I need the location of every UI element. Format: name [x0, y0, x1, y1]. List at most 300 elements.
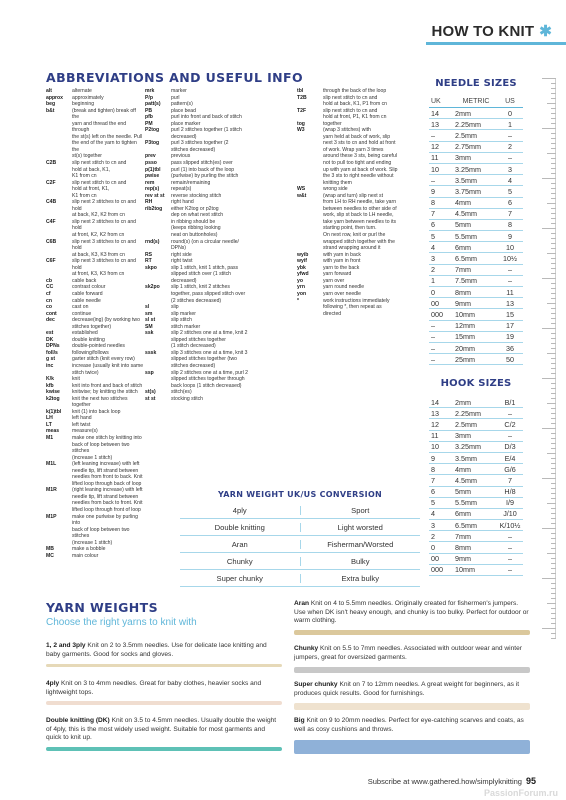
abbreviation-definition: wrapped stitch together with the: [323, 238, 395, 245]
ruler-tick: [542, 278, 556, 279]
ruler-tick: [551, 313, 556, 314]
ruler-tick: [551, 348, 556, 349]
hook-sizes-table: [429, 397, 523, 576]
conversion-row: [180, 553, 420, 570]
yarn-weight-item: [294, 681, 530, 698]
hook-sizes-title: HOOK SIZES: [440, 378, 512, 389]
ruler-tick: [542, 228, 556, 229]
yarn-weight-text: Knit on 7 to 12mm needles. A great weight for beginners, as it produces quick results. Good for furnishings.: [294, 681, 520, 697]
abbreviation-term: pfb: [145, 114, 153, 121]
uk-weight: Double knitting: [180, 523, 301, 532]
needle-size-cell: –: [508, 276, 512, 286]
abbreviation-definition: (2 stitches decreased): [171, 297, 222, 304]
abbreviation-definition: slip next stitch to cn and: [323, 94, 378, 101]
abbreviation-definition: decreased): [171, 133, 197, 140]
abbreviation-definition: double knitting: [72, 336, 105, 343]
abbreviation-definition: yarn round needle: [323, 284, 365, 291]
yarn-strand: [46, 664, 282, 667]
abbreviation-definition: stitch marker: [171, 323, 201, 330]
abbreviation-term: dec: [46, 317, 55, 324]
hook-size-cell: 14: [431, 397, 439, 407]
ruler-tick: [551, 218, 556, 219]
abbreviation-definition: garter stitch (knit every row): [72, 356, 135, 363]
hook-size-row: [429, 419, 523, 430]
yarn-weights-title: YARN WEIGHTS: [46, 600, 158, 615]
ruler-tick: [551, 333, 556, 334]
needle-size-cell: 2.75mm: [455, 142, 481, 152]
abbreviation-term: sssk: [145, 349, 157, 356]
needle-size-row: [429, 220, 523, 231]
needle-size-cell: 5.5mm: [455, 231, 477, 241]
abbreviation-definition: stitches decreased): [171, 146, 216, 153]
ruler-tick: [551, 463, 556, 464]
ruler-tick: [551, 413, 556, 414]
abbreviation-term: sm: [145, 310, 153, 317]
needle-size-cell: 13: [431, 119, 439, 129]
hook-size-cell: 6mm: [455, 509, 471, 519]
needle-size-row: [429, 265, 523, 276]
abbreviation-definition: at back, K2, K2 from cn: [72, 212, 125, 219]
ruler-tick: [551, 508, 556, 509]
abbreviation-definition: purl into front and back of stitch: [171, 114, 242, 121]
abbreviation-term: yo: [297, 277, 303, 284]
ruler-tick: [551, 173, 556, 174]
ruler-tick: [551, 498, 556, 499]
abbreviation-definition: stitch(es): [171, 389, 192, 396]
abbreviation-row: [46, 219, 144, 232]
yarn-weight-item: [294, 600, 530, 626]
yarn-weight-text: Knit on 3.5 to 4.5mm needles. Usually double the weight of 4ply, this is the most widely used weight. Suitable for most garments and quick to knit up.: [46, 717, 277, 742]
abbreviation-definition: yarn forward: [323, 271, 352, 278]
abbreviation-definition: slip next stitch to cn and: [72, 179, 127, 186]
abbreviation-term: w&t: [297, 192, 307, 199]
abbreviation-term: WS: [297, 186, 306, 193]
abbreviation-definition: stitches together): [72, 323, 112, 330]
yarn-weight-item: [294, 645, 530, 662]
ruler-tick: [551, 588, 556, 589]
conversion-row: [180, 519, 420, 536]
hook-size-cell: –: [508, 531, 512, 541]
abbreviation-term: CC: [46, 284, 54, 291]
abbreviation-definition: (keeps ribbing looking: [171, 225, 221, 232]
needle-size-cell: 4.5mm: [455, 209, 477, 219]
hook-size-cell: G/6: [504, 464, 516, 474]
needle-size-row: [429, 309, 523, 320]
ruler-tick: [551, 318, 556, 319]
abbreviation-definition: cast on: [72, 304, 89, 311]
abbreviation-definition: slip next 2 stitches to cn and hold: [72, 199, 136, 212]
ruler-tick: [551, 338, 556, 339]
needle-size-cell: –: [431, 354, 435, 364]
hook-size-cell: 8: [431, 464, 435, 474]
ruler-tick: [551, 493, 556, 494]
abbreviation-term: C6F: [46, 258, 56, 265]
abbreviation-definition: not to pull too tight and ending: [323, 160, 392, 167]
needle-size-cell: 7: [431, 209, 435, 219]
abbreviation-row: [46, 553, 144, 560]
ruler-tick: [551, 198, 556, 199]
abbreviation-definition: needles from back to front. Knit: [72, 500, 143, 507]
abbreviation-definition: slip 3 stitches one at a time, knit 3: [171, 349, 248, 356]
ruler-tick: [551, 93, 556, 94]
abbreviation-definition: slipped stitch over (1 stitch: [171, 271, 232, 278]
hook-size-cell: –: [508, 543, 512, 553]
abbreviation-term: M1L: [46, 461, 57, 468]
hook-size-row: [429, 442, 523, 453]
abbreviation-definition: (purlwise) by purling the stitch: [171, 173, 239, 180]
abbreviation-definition: right hand: [171, 199, 194, 206]
abbreviation-definition: st(s) together: [72, 153, 103, 160]
abbreviation-definition: slip next 3 stitches to cn and hold: [72, 258, 136, 271]
ruler-tick: [551, 608, 556, 609]
abbreviation-term: DPNs: [46, 343, 60, 350]
ruler-tick: [551, 123, 556, 124]
needle-size-row: [429, 209, 523, 220]
abbreviation-definition: knit into front and back of stitch: [72, 382, 143, 389]
abbreviation-term: M1R: [46, 487, 57, 494]
abbreviation-definition: slip 2 stitches one at a time, purl 2: [171, 369, 249, 376]
abbreviation-term: rem: [145, 179, 155, 186]
abbreviation-row: [297, 311, 419, 318]
ruler-tick: [547, 153, 556, 154]
needle-size-cell: 17: [506, 321, 514, 331]
abbreviation-term: tog: [297, 120, 305, 127]
ruler-tick: [547, 403, 556, 404]
needle-size-cell: 50: [506, 354, 514, 364]
abbreviation-definition: purl: [171, 94, 180, 101]
hook-size-row: [429, 509, 523, 520]
needle-size-cell: 7mm: [455, 265, 471, 275]
abbreviation-definition: slip 1 stitch, knit 1 stitch, pass: [171, 264, 239, 271]
hook-size-cell: 4.5mm: [455, 475, 477, 485]
abbreviation-term: est: [46, 330, 54, 337]
abbreviation-term: C2F: [46, 179, 56, 186]
ruler-tick: [551, 233, 556, 234]
abbreviation-term: RT: [145, 258, 152, 265]
hook-size-cell: 6.5mm: [455, 520, 477, 530]
needle-size-cell: 2: [431, 265, 435, 275]
page-number: 95: [525, 776, 536, 786]
needle-size-row: [429, 231, 523, 242]
abbreviation-definition: measure(s): [72, 428, 98, 435]
hook-size-cell: –: [508, 565, 512, 575]
needle-size-cell: 00: [431, 298, 439, 308]
hook-size-cell: 3mm: [455, 431, 471, 441]
hook-size-cell: 7: [508, 475, 512, 485]
abbreviation-definition: slip marker: [171, 310, 196, 317]
needle-size-cell: –: [508, 265, 512, 275]
ruler-tick: [551, 433, 556, 434]
abbreviation-term: meas: [46, 428, 60, 435]
hook-size-cell: 00: [431, 554, 439, 564]
abbreviation-definition: decrease(ing) (by working two: [72, 317, 140, 324]
yarn-weight-item: [46, 642, 282, 659]
abbreviation-term: RS: [145, 251, 153, 258]
abbreviation-definition: (1 stitch decreased): [171, 343, 216, 350]
ruler-tick: [551, 288, 556, 289]
abbreviation-definition: repeat(s): [171, 186, 192, 193]
abbreviation-definition: with yarn in front: [323, 258, 361, 265]
abbreviation-definition: dep on what next stitch: [171, 212, 224, 219]
needle-size-row: [429, 343, 523, 354]
ruler-tick: [551, 83, 556, 84]
needle-size-row: [429, 186, 523, 197]
abbreviations-column-1: [46, 88, 144, 559]
abbreviation-term: wyib: [297, 251, 309, 258]
ruler-tick: [542, 528, 556, 529]
abbreviation-term: RH: [145, 199, 153, 206]
snowflake-icon: ✱: [539, 23, 552, 40]
yarn-weight-name: 1, 2 and 3ply: [46, 642, 86, 649]
needle-size-row: [429, 242, 523, 253]
abbreviation-definition: through the back of the loop: [323, 88, 387, 94]
ruler-tick: [551, 113, 556, 114]
abbreviation-definition: next 3 sts to cn and hold at front: [323, 140, 396, 147]
needle-size-row: [429, 164, 523, 175]
ruler-tick: [551, 283, 556, 284]
ruler-tick: [551, 263, 556, 264]
ruler-tick: [551, 558, 556, 559]
abbreviation-definition: strand wrapping around it: [323, 245, 381, 252]
abbreviation-definition: slip stitch: [171, 317, 192, 324]
abbreviation-term: g st: [46, 356, 56, 363]
abbreviation-term: M1P: [46, 513, 57, 520]
yarn-conversion-table: [180, 490, 420, 587]
ruler-tick: [551, 573, 556, 574]
needle-size-row: [429, 108, 523, 119]
needle-size-cell: 9: [431, 186, 435, 196]
hook-size-row: [429, 453, 523, 464]
ruler-tick: [551, 368, 556, 369]
hook-size-cell: 2.5mm: [455, 419, 477, 429]
hook-size-cell: B/1: [504, 397, 516, 407]
abbreviation-definition: cable back: [72, 277, 97, 284]
hook-size-cell: 3.25mm: [455, 442, 481, 452]
abbreviation-definition: purl 2 stitches together (1 stitch: [171, 127, 242, 134]
ruler-tick: [551, 513, 556, 514]
abbreviation-term: tbl: [297, 88, 304, 94]
abbreviation-term: [46, 121, 72, 134]
needle-size-row: [429, 130, 523, 141]
yarn-weight-item: [46, 680, 282, 697]
hook-size-cell: I/9: [506, 498, 514, 508]
abbreviation-definition: double-pointed needles: [72, 343, 125, 350]
needle-size-cell: 8mm: [455, 287, 471, 297]
needle-size-cell: –: [508, 153, 512, 163]
abbreviation-definition: slipped stitches together through: [171, 376, 245, 383]
abbreviation-definition: the end of the yarn to tighten the: [72, 140, 137, 153]
needle-size-cell: 25mm: [455, 354, 475, 364]
abbreviation-definition: slipped stitches together: [171, 336, 226, 343]
abbreviation-term: co: [46, 304, 52, 311]
ruler-tick: [551, 133, 556, 134]
needle-size-cell: 8: [508, 220, 512, 230]
yarn-weight-name: Big: [294, 717, 305, 724]
yarn-strand: [294, 703, 530, 710]
hook-size-cell: 5mm: [455, 487, 471, 497]
header-us: US: [505, 98, 515, 105]
needle-size-cell: 5mm: [455, 220, 471, 230]
ruler-tick: [551, 598, 556, 599]
ruler-tick: [551, 388, 556, 389]
needle-size-cell: 3.5mm: [455, 175, 477, 185]
abbreviation-term: wyif: [297, 258, 307, 265]
abbreviation-term: sl: [145, 304, 150, 311]
needle-size-cell: 2.25mm: [455, 119, 481, 129]
ruler-tick: [547, 203, 556, 204]
conversion-row: [180, 536, 420, 553]
abbreviation-term: inc: [46, 362, 54, 369]
abbreviation-definition: the st(s) left on the needle. Pull: [72, 133, 143, 140]
ruler-tick: [551, 523, 556, 524]
needle-size-row: [429, 153, 523, 164]
abbreviations-column-2: [145, 88, 295, 402]
abbreviation-term: cont: [46, 310, 57, 317]
abbreviation-definition: reverse stocking stitch: [171, 192, 222, 199]
needle-size-cell: –: [431, 175, 435, 185]
ruler-tick: [551, 548, 556, 549]
abbreviation-row: [46, 140, 144, 153]
abbreviation-definition: (wrap and turn) slip next st: [323, 192, 384, 199]
ruler-tick: [551, 618, 556, 619]
hook-size-row: [429, 520, 523, 531]
abbreviation-definition: yarn and thread the end through: [72, 120, 127, 134]
ruler-tick: [551, 298, 556, 299]
abbreviation-term: MB: [46, 546, 54, 553]
needle-size-cell: 9: [508, 231, 512, 241]
abbreviations-column-3: [297, 88, 419, 317]
hook-size-cell: 4mm: [455, 464, 471, 474]
abbreviation-definition: at front, K3, K3 from cn: [72, 271, 125, 278]
abbreviation-definition: right side: [171, 251, 192, 258]
abbreviation-term: mrk: [145, 88, 155, 94]
needle-size-cell: 0: [431, 287, 435, 297]
needle-size-cell: 3: [431, 254, 435, 264]
abbreviation-definition: between needles to other side of: [323, 205, 397, 212]
abbreviation-definition: cable needle: [72, 297, 101, 304]
abbreviation-definition: at front, K2, K2 from cn: [72, 232, 125, 239]
abbreviation-definition: pattern(s): [171, 101, 193, 108]
abbreviation-term: b&t: [46, 107, 55, 114]
ruler-tick: [551, 423, 556, 424]
needle-size-cell: 2: [508, 142, 512, 152]
ruler-tick: [551, 273, 556, 274]
needle-size-cell: 6: [508, 198, 512, 208]
hook-size-cell: 11: [431, 431, 439, 441]
abbreviation-term: P3tog: [145, 140, 160, 147]
abbreviation-definition: slip next 2 stitches to cn and hold: [72, 218, 136, 232]
abbreviation-term: k2tog: [46, 395, 60, 402]
ruler-tick: [547, 453, 556, 454]
yarn-weight-text: Knit on 4 to 5.5mm needles. Originally created for fishermen's jumpers. Use when DK isn't heavy enough, and chunky is too bulky. Perfect for outdoor or warm clothing.: [294, 600, 529, 625]
hook-size-cell: –: [508, 431, 512, 441]
abbreviation-definition: purl 3 stitches together (2: [171, 140, 229, 147]
abbreviation-term: [46, 442, 72, 455]
ruler-tick: [551, 538, 556, 539]
ruler-tick: [551, 293, 556, 294]
ruler-tick: [551, 483, 556, 484]
yarn-weight-name: Aran: [294, 600, 310, 607]
hook-size-cell: 3: [431, 520, 435, 530]
needle-size-row: [429, 119, 523, 130]
abbreviation-term: st(s): [145, 389, 156, 396]
abbreviation-term: yrn: [297, 284, 305, 291]
hook-size-cell: 13: [431, 408, 439, 418]
ruler-tick: [542, 128, 556, 129]
needle-size-cell: 6.5mm: [455, 254, 477, 264]
ruler-tick: [542, 328, 556, 329]
ruler-tick: [551, 118, 556, 119]
ruler-tick: [551, 418, 556, 419]
abbreviation-definition: main colour: [72, 552, 99, 559]
yarn-strand: [46, 701, 282, 705]
needle-size-cell: 10: [431, 164, 439, 174]
abbreviation-definition: lifted loop through back of loop: [72, 480, 142, 487]
hook-size-cell: 4: [431, 509, 435, 519]
ruler-tick: [551, 533, 556, 534]
ruler-tick: [551, 88, 556, 89]
needle-size-cell: 9mm: [455, 298, 471, 308]
abbreviation-definition: On next row, knit or purl the: [323, 232, 386, 239]
hook-size-row: [429, 498, 523, 509]
abbreviation-row: [145, 396, 295, 403]
ruler-tick: [542, 378, 556, 379]
ruler-tick: [551, 213, 556, 214]
needle-sizes-table: [429, 96, 523, 365]
subscribe-link[interactable]: Subscribe at www.gathered.how/simplyknitting: [367, 776, 522, 786]
abbreviation-definition: knitting them: [323, 179, 352, 186]
hook-size-cell: 9: [431, 453, 435, 463]
hook-size-row: [429, 397, 523, 408]
needle-size-row: [429, 354, 523, 365]
abbreviation-term: pwise: [145, 173, 160, 180]
abbreviation-definition: continue: [72, 310, 92, 317]
hook-size-cell: H/8: [504, 487, 516, 497]
page-title: ABBREVIATIONS AND USEFUL INFO: [46, 70, 303, 85]
yarn-weight-text: Knit on 5.5 to 7mm needles. Associated with outdoor wear and winter jumpers, great for oversized garments.: [294, 645, 522, 661]
needle-size-cell: 10mm: [455, 309, 475, 319]
abbreviation-row: [46, 527, 144, 540]
ruler-decoration: [532, 78, 556, 638]
hook-size-cell: 3.5mm: [455, 453, 477, 463]
ruler-tick: [551, 248, 556, 249]
abbreviation-term: patt(s): [145, 101, 161, 108]
needle-size-cell: 000: [431, 309, 443, 319]
ruler-tick: [551, 238, 556, 239]
hook-size-cell: 8mm: [455, 543, 471, 553]
ruler-tick: [547, 603, 556, 604]
abbreviation-definition: take yarn between needles to its: [323, 218, 397, 225]
abbreviation-term: cb: [46, 277, 52, 284]
ruler-tick: [551, 343, 556, 344]
needle-size-cell: 1: [508, 119, 512, 129]
hook-size-cell: –: [508, 408, 512, 418]
ruler-tick: [551, 258, 556, 259]
ruler-tick: [547, 303, 556, 304]
watermark: PassionForum.ru: [483, 788, 558, 798]
hook-size-cell: 9mm: [455, 554, 471, 564]
abbreviation-definition: of work. Wrap yarn 3 times: [323, 146, 384, 153]
abbreviation-definition: lifted loop through front of loop: [72, 507, 141, 513]
abbreviation-definition: work, slip st back to LH needle,: [323, 212, 394, 219]
abbreviation-definition: stitch twice): [72, 369, 99, 376]
hook-size-row: [429, 464, 523, 475]
abbreviation-term: foll/s: [46, 349, 58, 356]
ruler-tick: [551, 183, 556, 184]
needle-size-row: [429, 321, 523, 332]
abbreviation-term: prev: [145, 153, 156, 160]
needle-size-cell: 14: [431, 108, 439, 118]
